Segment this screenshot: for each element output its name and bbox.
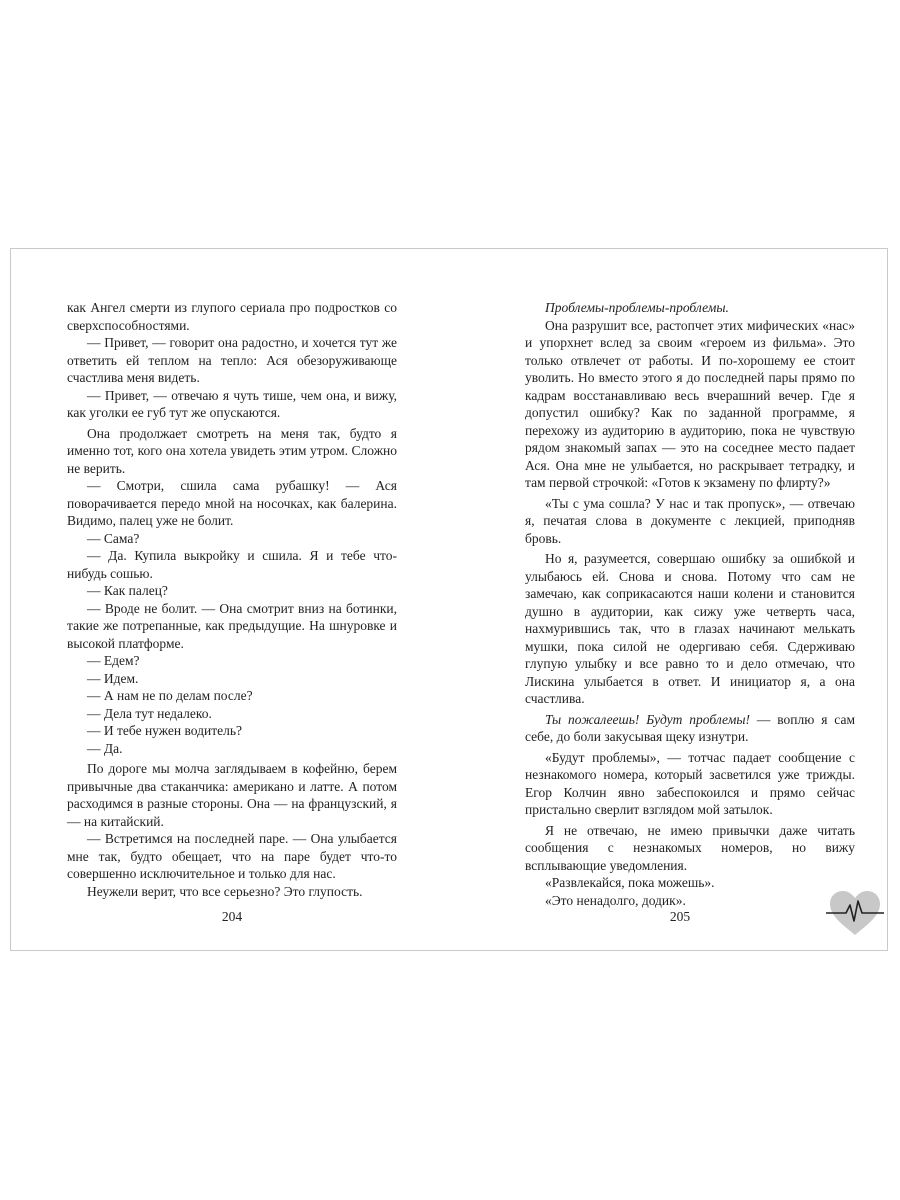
paragraph: — Встретимся на последней паре. — Она улыбается мне так, будто обещает, что на паре будет что-то совершенно исключительное и только для нас. [67,831,397,881]
paragraph: Я не отвечаю, не имею привычки даже читать сообщения с незнакомых номеров, но вижу всплывающие уведомления. [525,822,855,873]
paragraph: — Дела тут недалеко. [87,705,212,721]
paragraph: — Как палец? [87,583,168,598]
paragraph: — Да. [87,740,123,756]
paragraph: — Едем? [87,653,140,668]
paragraph: Она продолжает смотреть на меня так, будто я именно тот, кого она хотела увидеть этим утром. Сложно не верить. [67,425,397,476]
paragraph: «Развлекайся, пока можешь». [545,875,715,890]
italic-phrase: Ты пожалеешь! Будут проблемы! [545,711,750,727]
paragraph: По дороге мы молча заглядываем в кофейню, берем привычные два стаканчика: американо и латте. А потом расходимся в разные стороны. Она — на французский, я — на китайский. [67,761,397,829]
left-page [67,299,397,900]
paragraph: — Привет, — отвечаю я чуть тише, чем она, и вижу, как уголки ее губ тут же опускаются. [67,387,397,420]
paragraph: как Ангел смерти из глупого сериала про подростков со сверхспособностями. [67,300,397,333]
paragraph: — Да. Купила выкройку и сшила. Я и тебе что-нибудь сошью. [67,548,397,581]
paragraph: Но я, разумеется, совершаю ошибку за ошибкой и улыбаюсь ей. Снова и снова. Потому что сам не замечаю, как соприкасаются наши колени и становится душно в аудитории, как сижу уже четверть часа, нахмурившись так, что в глазах начинают мелькать мушки, пока силой не одергиваю себя. Сдерживаю глупую улыбку и все равно то и дело отмечаю, что Лискина улыбается в ответ. И инициатор я, а она счастлива. [525,551,855,706]
right-page [525,299,855,909]
paragraph: Она разрушит все, растопчет этих мифических «нас» и упорхнет вслед за своим «героем из фильма». Это только отвлечет от работы. И по-хорошему ее стоит уволить. Но вместо этого я до последней пары прямо по кадрам восстанавливаю весь вчерашний вечер. Где я допустил ошибку? Как по заданной программе, я перехожу из аудиторию в аудиторию, пока не чувствую рядом знакомый запах — это на соседнее место падает Ася. Она мне не улыбается, но раскрывает тетрадку, и там первой строчкой: «Готов к экзамену по флирту?» [525,317,855,490]
paragraph: «Это ненадолго, додик». [545,892,686,908]
right-heading: Проблемы-проблемы-проблемы. [545,300,729,315]
paragraph: — Идем. [87,670,139,686]
paragraph: — А нам не по делам после? [87,688,253,703]
paragraph: — Сама? [87,530,140,546]
heart-heartbeat-icon [826,889,884,937]
left-page-number: 204 [221,909,243,924]
paragraph: Ты пожалеешь! Будут проблемы! — воплю я сам себе, до боли закусывая щеку изнутри. [525,711,856,744]
paragraph: — Вроде не болит. — Она смотрит вниз на ботинки, такие же потрепанные, как предыдущие. На шнуровке и высокой платформе. [67,600,397,651]
right-page-number: 205 [669,909,691,924]
paragraph: — Привет, — говорит она радостно, и хочется тут же ответить ей теплом на тепло: Ася обезоруживающе счастлива меня видеть. [67,335,397,385]
paragraph: «Будут проблемы», — тотчас падает сообщение с незнакомого номера, который засветился уже трижды. Егор Колчин явно забеспокоился и прямо сейчас пристально сверлит взглядом мой затылок. [525,749,855,817]
paragraph: «Ты с ума сошла? У нас и так пропуск», — отвечаю я, печатая слова в документе с лекцией, приподняв бровь. [525,495,855,546]
paragraph: Неужели верит, что все серьезно? Это глупость. [87,883,363,899]
paragraph: — И тебе нужен водитель? [87,723,242,738]
paragraph: — Смотри, сшила сама рубашку! — Ася поворачивается передо мной на носочках, как балерина. Видимо, палец уже не болит. [67,478,397,528]
book-spread [10,248,888,951]
